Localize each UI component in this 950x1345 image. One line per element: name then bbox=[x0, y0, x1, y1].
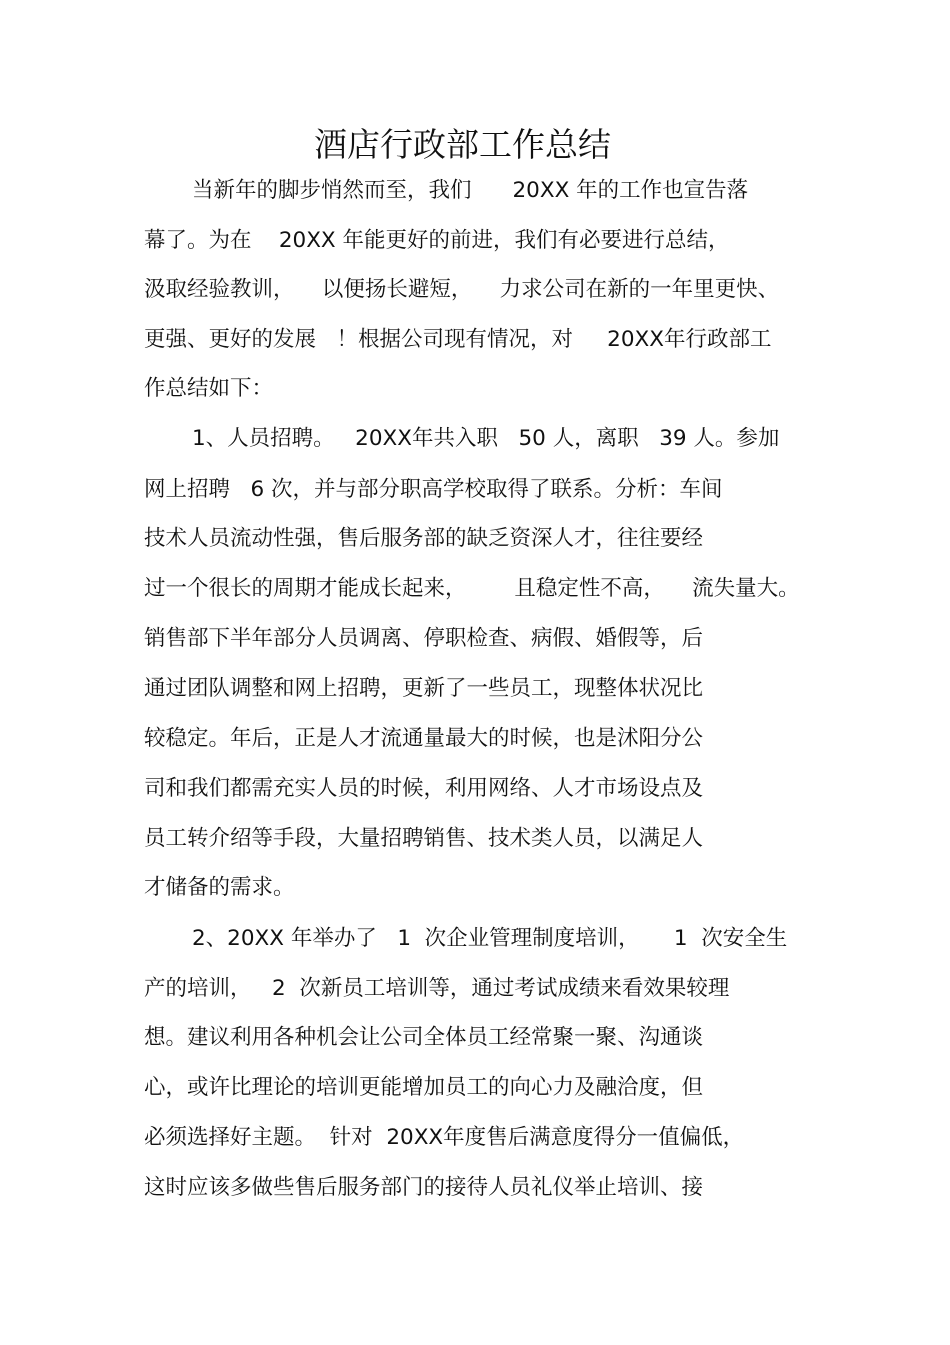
paragraph-2-line-9: 员工转介绍等手段，大量招聘销售、技术类人员，以满足人 bbox=[144, 826, 704, 851]
paragraph-2-line-8: 司和我们都需充实人员的时候，利用网络、人才市场设点及 bbox=[144, 776, 704, 801]
paragraph-1-line-3: 汲取经验教训， 以便扬长避短， 力求公司在新的一年里更快、 bbox=[144, 277, 780, 302]
paragraph-2-line-5: 销售部下半年部分人员调离、停职检查、病假、婚假等，后 bbox=[144, 626, 704, 651]
paragraph-1-line-5: 作总结如下： bbox=[144, 376, 274, 401]
paragraph-3-line-2: 产的培训， 2 次新员工培训等，通过考试成绩来看效果较理 bbox=[144, 976, 730, 1001]
document-title: 酒店行政部工作总结 bbox=[314, 125, 611, 164]
paragraph-3-line-1: 2、20XX 年举办了 1 次企业管理制度培训， 1 次安全生 bbox=[192, 926, 788, 951]
paragraph-2-line-2: 网上招聘 6 次，并与部分职高学校取得了联系。分析：车间 bbox=[144, 477, 723, 502]
paragraph-3-line-5: 必须选择好主题。 针对 20XX年度售后满意度得分一值偏低， bbox=[144, 1125, 745, 1150]
paragraph-1-line-2: 幕了。为在 20XX 年能更好的前进，我们有必要进行总结， bbox=[144, 228, 730, 253]
paragraph-1-line-1: 当新年的脚步悄然而至，我们 20XX 年的工作也宣告落 bbox=[192, 178, 749, 203]
paragraph-3-line-6: 这时应该多做些售后服务部门的接待人员礼仪举止培训、接 bbox=[144, 1175, 704, 1200]
paragraph-2-line-10: 才储备的需求。 bbox=[144, 875, 295, 900]
paragraph-2-line-7: 较稳定。年后，正是人才流通量最大的时候，也是沭阳分公 bbox=[144, 726, 704, 751]
paragraph-3-line-4: 心，或许比理论的培训更能增加员工的向心力及融洽度，但 bbox=[144, 1075, 704, 1100]
paragraph-2-line-4: 过一个很长的周期才能成长起来， 且稳定性不高， 流失量大。 bbox=[144, 576, 800, 601]
paragraph-2-line-1: 1、人员招聘。 20XX年共入职 50 人，离职 39 人。参加 bbox=[192, 426, 780, 451]
paragraph-2-line-6: 通过团队调整和网上招聘，更新了一些员工，现整体状况比 bbox=[144, 676, 704, 701]
paragraph-1-line-4: 更强、更好的发展 ！根据公司现有情况，对 20XX年行政部工 bbox=[144, 327, 772, 352]
paragraph-3-line-3: 想。建议利用各种机会让公司全体员工经常聚一聚、沟通谈 bbox=[144, 1025, 704, 1050]
paragraph-2-line-3: 技术人员流动性强，售后服务部的缺乏资深人才，往往要经 bbox=[144, 526, 704, 551]
